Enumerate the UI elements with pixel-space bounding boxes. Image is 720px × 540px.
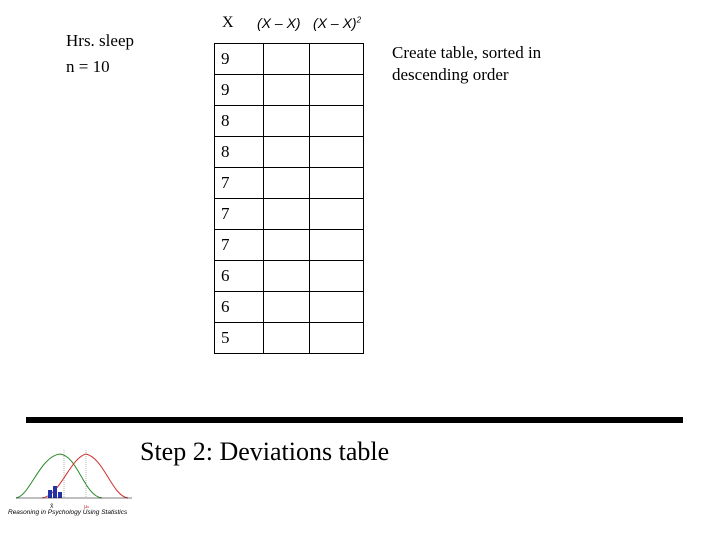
table-row [215, 75, 364, 106]
table-row [215, 199, 364, 230]
x-value-cell: 8 [215, 106, 264, 137]
squared-deviation-cell [310, 261, 364, 292]
table-row [215, 261, 364, 292]
deviations-table [214, 43, 364, 354]
squared-deviation-cell [310, 137, 364, 168]
distribution-curve-green [16, 454, 102, 498]
squared-deviation-cell [310, 44, 364, 75]
divider-bar [26, 417, 683, 423]
table-row [215, 137, 364, 168]
course-logo [12, 436, 138, 536]
deviation-cell [264, 230, 310, 261]
deviation-cell [264, 168, 310, 199]
deviation-cell [264, 199, 310, 230]
x-value-cell: 6 [215, 292, 264, 323]
x-value-cell: 5 [215, 323, 264, 354]
column-header-x: X [222, 14, 234, 31]
squared-deviation-cell [310, 323, 364, 354]
squared-deviation-cell [310, 106, 364, 137]
x-value-cell: 6 [215, 261, 264, 292]
deviation-cell [264, 292, 310, 323]
x-value-cell: 7 [215, 168, 264, 199]
x-value-cell: 7 [215, 199, 264, 230]
logo-label-population-mean: μ₀ [84, 504, 90, 510]
instruction-line-2: descending order [392, 65, 509, 84]
table-row [215, 230, 364, 261]
table-row [215, 292, 364, 323]
x-value-cell: 9 [215, 44, 264, 75]
slide-title: Step 2: Deviations table [140, 437, 390, 466]
table-row [215, 323, 364, 354]
x-value-cell: 8 [215, 137, 264, 168]
logo-label-sample-mean: X̄ [50, 504, 54, 510]
table-row [215, 106, 364, 137]
squared-deviation-cell [310, 75, 364, 106]
sample-size-label: n = 10 [66, 57, 110, 76]
deviation-cell [264, 323, 310, 354]
deviation-cell [264, 137, 310, 168]
column-header-deviation: (X – X) [257, 15, 301, 31]
x-value-cell: 7 [215, 230, 264, 261]
deviation-cell [264, 75, 310, 106]
instruction-note [392, 42, 592, 86]
deviation-cell [264, 261, 310, 292]
squared-deviation-cell [310, 292, 364, 323]
logo-caption: Reasoning in Psychology Using Statistics [8, 509, 128, 516]
table-row [215, 44, 364, 75]
squared-deviation-cell [310, 230, 364, 261]
deviation-cell [264, 44, 310, 75]
x-value-cell: 9 [215, 75, 264, 106]
deviation-cell [264, 106, 310, 137]
instruction-line-1: Create table, sorted in [392, 43, 542, 62]
squared-deviation-cell [310, 168, 364, 199]
squared-deviation-cell [310, 199, 364, 230]
variable-label: Hrs. sleep [66, 31, 134, 50]
table-row [215, 168, 364, 199]
column-header-squared-deviation: (X – X)$^2$ [313, 15, 362, 31]
